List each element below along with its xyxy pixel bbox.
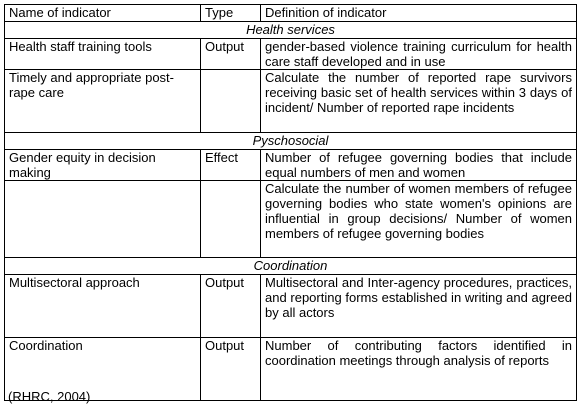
indicator-name: Coordination <box>5 338 201 401</box>
indicator-type: Output <box>201 39 261 70</box>
indicator-definition: Number of refugee governing bodies that include equal numbers of men and women <box>261 150 577 181</box>
indicator-name: Gender equity in decision making <box>5 150 201 181</box>
header-row <box>5 5 577 22</box>
source-citation: (RHRC, 2004) <box>8 389 91 404</box>
section-row-health-services <box>5 22 577 39</box>
indicator-definition: gender-based violence training curriculum for health care staff developed and in use <box>261 39 577 70</box>
section-row-pyschosocial <box>5 133 577 150</box>
indicator-type: Effect <box>201 150 261 181</box>
section-title: Pyschosocial <box>5 133 577 150</box>
header-type: Type <box>201 5 261 22</box>
indicator-type: Output <box>201 338 261 401</box>
indicator-name: Multisectoral approach <box>5 275 201 338</box>
table-row <box>5 150 577 181</box>
indicator-table <box>4 4 577 401</box>
header-definition: Definition of indicator <box>261 5 577 22</box>
indicator-definition: Multisectoral and Inter-agency procedures, practices, and reporting forms established in writing and agreed by all actors <box>261 275 577 338</box>
indicator-name: Timely and appropriate post-rape care <box>5 70 201 133</box>
header-name: Name of indicator <box>5 5 201 22</box>
indicator-name: Health staff training tools <box>5 39 201 70</box>
section-row-coordination <box>5 258 577 275</box>
indicator-type <box>201 181 261 258</box>
table-row <box>5 181 577 258</box>
table-row <box>5 70 577 133</box>
section-title: Health services <box>5 22 577 39</box>
section-title: Coordination <box>5 258 577 275</box>
table-row <box>5 275 577 338</box>
indicator-type: Output <box>201 275 261 338</box>
table-row <box>5 39 577 70</box>
indicator-definition: Number of contributing factors identified in coordination meetings through analysis of reports <box>261 338 577 401</box>
indicator-name <box>5 181 201 258</box>
indicator-definition: Calculate the number of reported rape survivors receiving basic set of health services within 3 days of incident/ Number of reported rape incidents <box>261 70 577 133</box>
indicator-table-container <box>4 4 576 401</box>
indicator-type <box>201 70 261 133</box>
indicator-definition: Calculate the number of women members of refugee governing bodies who state women's opinions are influential in group decisions/ Number of women members of refugee governing bodies <box>261 181 577 258</box>
